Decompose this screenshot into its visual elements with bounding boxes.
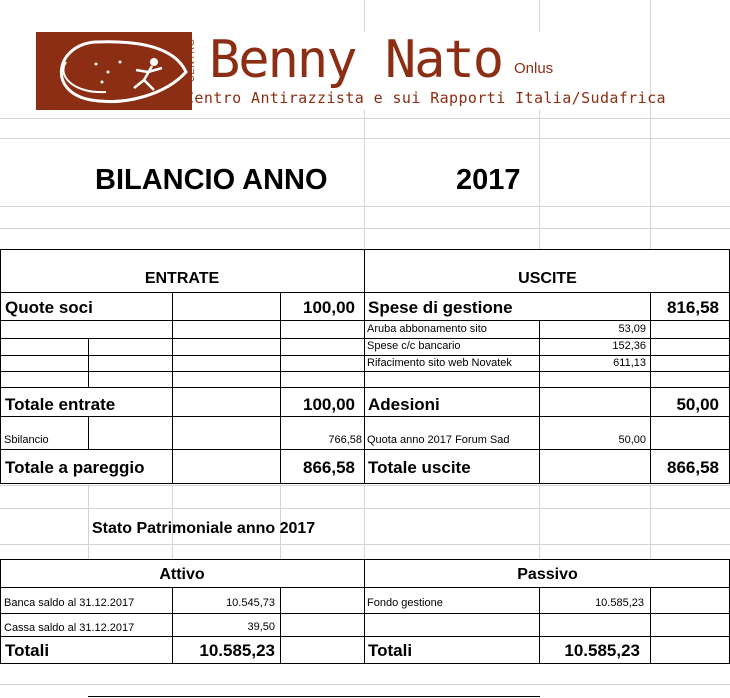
uscite-item-value: 152,36 bbox=[612, 340, 646, 352]
entrate-header: ENTRATE bbox=[144, 270, 220, 287]
banca-saldo-label: Banca saldo al 31.12.2017 bbox=[4, 597, 135, 609]
uscite-item-label: Rifacimento sito web Novatek bbox=[367, 357, 512, 369]
spese-gestione-value: 816,58 bbox=[667, 298, 719, 317]
spese-gestione-label: Spese di gestione bbox=[368, 298, 513, 317]
logo-centro: CENTRO bbox=[186, 38, 196, 82]
uscite-item-value: 53,09 bbox=[618, 323, 646, 335]
totale-uscite-label: Totale uscite bbox=[368, 458, 471, 477]
totali-passivo-label: Totali bbox=[368, 641, 413, 660]
uscite-item-label: Spese c/c bancario bbox=[367, 340, 461, 352]
adesioni-value: 50,00 bbox=[676, 395, 719, 414]
cassa-saldo-value: 39,50 bbox=[247, 621, 275, 633]
page-title-year: 2017 bbox=[456, 164, 521, 196]
uscite-header: USCITE bbox=[518, 270, 577, 287]
stato-patrimoniale-title: Stato Patrimoniale anno 2017 bbox=[92, 520, 316, 537]
totali-attivo-label: Totali bbox=[5, 641, 50, 660]
passivo-header: Passivo bbox=[517, 566, 578, 583]
logo-subtitle: Centro Antirazzista e sui Rapporti Italia/Sudafrica bbox=[185, 89, 666, 107]
quota-forum-value: 50,00 bbox=[618, 434, 646, 446]
runner-icon bbox=[36, 32, 192, 110]
totali-passivo-value: 10.585,23 bbox=[564, 641, 640, 660]
quota-forum-label: Quota anno 2017 Forum Sad bbox=[367, 434, 510, 446]
totali-attivo-value: 10.585,23 bbox=[199, 641, 275, 660]
totale-uscite-value: 866,58 bbox=[667, 458, 719, 477]
adesioni-label: Adesioni bbox=[368, 395, 440, 414]
uscite-item-label: Aruba abbonamento sito bbox=[367, 323, 487, 335]
fondo-gestione-value: 10.585,23 bbox=[595, 597, 644, 609]
fondo-gestione-label: Fondo gestione bbox=[367, 597, 443, 609]
sbilancio-label: Sbilancio bbox=[4, 434, 49, 446]
cassa-saldo-label: Cassa saldo al 31.12.2017 bbox=[4, 622, 135, 634]
totale-entrate-value: 100,00 bbox=[303, 395, 355, 414]
sbilancio-value: 766,58 bbox=[328, 434, 362, 446]
page-title: BILANCIO ANNO bbox=[95, 164, 328, 196]
logo-onlus: Onlus bbox=[514, 60, 554, 77]
quote-soci-value: 100,00 bbox=[303, 298, 355, 317]
attivo-header: Attivo bbox=[159, 566, 205, 583]
banca-saldo-value: 10.545,73 bbox=[226, 597, 275, 609]
totale-pareggio-label: Totale a pareggio bbox=[5, 458, 145, 477]
totale-entrate-label: Totale entrate bbox=[5, 395, 116, 414]
uscite-item-value: 611,13 bbox=[613, 357, 646, 369]
logo-name: Benny Nato bbox=[209, 30, 503, 90]
quote-soci-label: Quote soci bbox=[5, 298, 93, 317]
totale-pareggio-value: 866,58 bbox=[303, 458, 355, 477]
